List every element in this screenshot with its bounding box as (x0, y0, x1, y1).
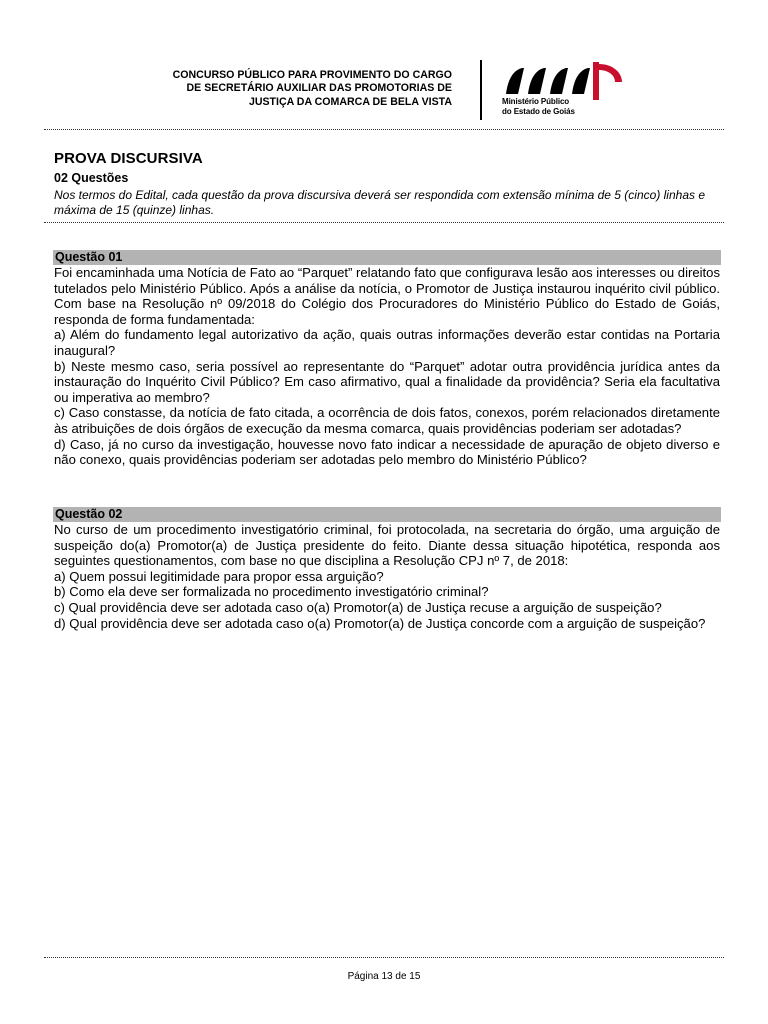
question-1-item-c: c) Caso constasse, da notícia de fato citada, a ocorrência de dois fatos, conexos, porém relacionados diretamente às atribuições de dois órgãos de execução da mesma comarca, quais providências poderiam ser adotadas? (54, 405, 720, 436)
header-separator (44, 129, 724, 130)
footer-separator (44, 957, 724, 958)
mp-goias-logo (498, 60, 628, 122)
exam-title-line: DE SECRETÁRIO AUXILIAR DAS PROMOTORIAS DE (186, 82, 452, 95)
section-question-count: 02 Questões (54, 171, 129, 185)
question-1-intro: Foi encaminhada uma Notícia de Fato ao “Parquet” relatando fato que configurava lesão aos interesses ou direitos tutelados pelo Ministério Público. Após a análise da notícia, o Promotor de Justiça instaurou inquérito civil público. Com base na Resolução nº 09/2018 do Colégio dos Procuradores do Ministério Público do Estado de Goiás, responda de forma fundamentada: (54, 265, 720, 327)
question-2-body (54, 522, 720, 631)
question-2-item-d: d) Qual providência deve ser adotada caso o(a) Promotor(a) de Justiça concorde com a arguição de suspeição? (54, 615, 706, 631)
logo-line-2: do Estado de Goiás (502, 107, 575, 116)
question-2-item-b: b) Como ela deve ser formalizada no procedimento investigatório criminal? (54, 584, 489, 600)
header-divider (480, 60, 482, 120)
logo-text (502, 97, 575, 117)
page-header (0, 0, 768, 130)
instructions-separator (44, 222, 724, 223)
section-title: PROVA DISCURSIVA (54, 150, 203, 167)
question-1-body (54, 265, 720, 468)
exam-title-line: JUSTIÇA DA COMARCA DE BELA VISTA (248, 95, 452, 108)
exam-title-line: CONCURSO PÚBLICO PARA PROVIMENTO DO CARGO (172, 69, 452, 81)
question-2-heading: Questão 02 (53, 507, 721, 522)
section-instructions: Nos termos do Edital, cada questão da prova discursiva deverá ser respondida com extensão mínima de 5 (cinco) linhas e máxima de 15 (quinze) linhas. (54, 188, 706, 217)
question-1-item-a: a) Além do fundamento legal autorizativo da ação, quais outras informações deverão estar contidas na Portaria inaugural? (54, 327, 720, 358)
logo-line-1: Ministério Público (502, 97, 570, 106)
question-2-item-a: a) Quem possui legitimidade para propor essa arguição? (54, 568, 384, 584)
question-2-intro: No curso de um procedimento investigatório criminal, foi protocolada, na secretaria do órgão, uma arguição de suspeição do(a) Promotor(a) de Justiça presidente do feito. Diante dessa situação hipotética, responda aos seguintes questionamentos, com base no que disciplina a Resolução CPJ nº 7, de 2018: (54, 522, 720, 569)
question-1-item-b: b) Neste mesmo caso, seria possível ao representante do “Parquet” adotar outra providência jurídica antes da instauração do Inquérito Civil Público? Em caso afirmativo, qual a finalidade da providência? Seria ela facultativa ou imperativa ao membro? (54, 358, 720, 405)
question-1-heading: Questão 01 (53, 250, 721, 265)
logo-mark-icon (498, 60, 628, 100)
question-1-item-d: d) Caso, já no curso da investigação, houvesse novo fato indicar a necessidade de apuração de objeto diverso e não conexo, quais providências poderiam ser adotadas pelo membro do Ministério Público? (54, 436, 720, 468)
question-2-item-c: c) Qual providência deve ser adotada caso o(a) Promotor(a) de Justiça recuse a arguição de suspeição? (54, 599, 662, 615)
exam-title (173, 69, 452, 109)
page-number: Página 13 de 15 (347, 971, 421, 982)
